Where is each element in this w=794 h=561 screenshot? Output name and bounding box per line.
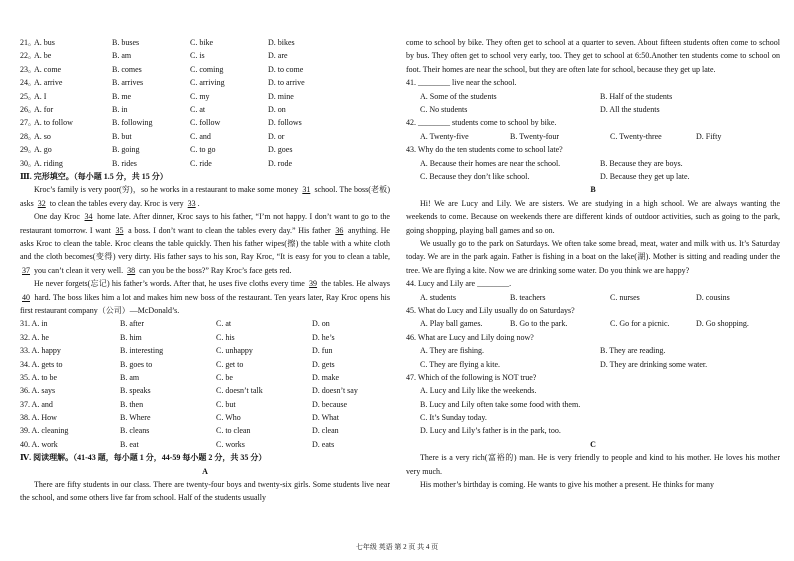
question-43: 43. Why do the ten students come to school late?	[406, 145, 563, 155]
option: B. but	[112, 131, 132, 141]
option: D. rode	[268, 158, 292, 168]
option: C. is	[190, 51, 205, 61]
question-number: 29。	[20, 145, 36, 155]
option: B. buses	[112, 38, 140, 47]
question-42: 42. ________ students come to school by bike.	[406, 118, 557, 128]
question-46: 46. What are Lucy and Lily doing now?	[406, 332, 534, 342]
option: B. then	[120, 399, 144, 409]
question-number: 25。	[20, 91, 36, 101]
option: B. Half of the students	[600, 91, 673, 101]
option: D. fun	[312, 346, 333, 356]
option: B. interesting	[120, 346, 164, 356]
question-45: 45. What do Lucy and Lily usually do on Saturdays?	[406, 305, 575, 315]
question-number: 24。	[20, 78, 36, 88]
option: D. he’s	[312, 332, 335, 342]
option: A. Play ball games.	[420, 319, 483, 329]
option: D. or	[268, 131, 285, 141]
option: A. Because their homes are near the school.	[420, 158, 561, 168]
option: D. on	[312, 319, 330, 329]
option-row	[20, 331, 390, 344]
option: C. Who	[216, 413, 241, 423]
option-row	[20, 398, 390, 411]
question-41-options	[406, 103, 780, 116]
option: D. are	[268, 51, 288, 61]
right-column	[406, 36, 780, 491]
option: D. goes	[268, 145, 293, 155]
option-row	[20, 157, 390, 170]
option: C. my	[190, 91, 210, 101]
passage-a-label: A	[202, 466, 208, 476]
question-47: 47. Which of the following is NOT true?	[406, 372, 537, 382]
question-number: 23。	[20, 64, 36, 74]
option: C. Twenty-three	[610, 131, 662, 141]
option: C. get to	[216, 359, 244, 369]
option: D. cousins	[696, 292, 730, 302]
option: C. but	[216, 399, 236, 409]
option: D. gets	[312, 359, 335, 369]
option-row	[20, 76, 390, 89]
question-number: 21。	[20, 38, 36, 47]
option: C. Because they don’t like school.	[420, 171, 530, 181]
option-row	[20, 116, 390, 129]
option: D. clean	[312, 426, 339, 436]
option: A. go	[34, 145, 52, 155]
option: B. Because they are boys.	[600, 158, 683, 168]
question-number: 26。	[20, 104, 36, 114]
option: C. arriving	[190, 78, 225, 88]
option: A. Some of the students	[420, 91, 497, 101]
option: A. arrive	[34, 78, 63, 88]
option: B. arrives	[112, 78, 144, 88]
passage-b-paragraph-2: We usually go to the park on Saturdays. We often take some bread, meat, water and milk with us. It’s Saturday today. We are in the park again. Father is fishing in a boat on the lake(湖). Mother is sitting and reading under the tree. We are flying a kite. Now we are drinking some water. Do you think we are happy?	[406, 238, 780, 275]
option: A. for	[34, 104, 54, 114]
option-row	[20, 424, 390, 437]
left-column	[20, 36, 390, 505]
question-46-options	[406, 358, 780, 371]
reading-heading: Ⅳ. 阅读理解。（41-43 题，每小题 1 分，44-59 每小题 2 分，共 35 分）	[20, 453, 267, 463]
option-row	[20, 49, 390, 62]
option: A. be	[34, 51, 52, 61]
option: D. to arrive	[268, 78, 305, 88]
question-41-options	[406, 90, 780, 103]
option: C. It’s Sunday today.	[420, 413, 487, 423]
option: C. his	[216, 332, 235, 342]
question-42-options	[406, 130, 780, 143]
option: B. after	[120, 319, 144, 329]
question-44: 44. Lucy and Lily are ________.	[406, 279, 512, 289]
option: C. at	[216, 319, 232, 329]
option: D. eats	[312, 439, 335, 449]
option: B. Where	[120, 413, 151, 423]
cloze-paragraph-2: One day Kroc 34 home late. After dinner, Kroc says to his father, “I’m not happy. I don’t want to go to the restaurant tomorrow. I want 35 a boss. I don’t want to clean the tables every day.” His father 36 anything. He asks Kroc to clean the table. Kroc cleans the table quickly. Then his father wipes(擦) the table with a white cloth and the cloth becomes(变得) very dirty. His father says to his son, Ray Kroc, “It is easy for you to clean a table, 37 you can’t clean it very well. 38 can you be the boss?” Ray Kroc’s face gets red.	[20, 212, 390, 275]
question-44-options	[406, 291, 780, 304]
option: A. They are fishing.	[420, 346, 485, 356]
passage-c-label: C	[590, 439, 596, 449]
option: 32. A. he	[20, 332, 49, 342]
option: B. in	[112, 104, 128, 114]
option: B. eat	[120, 439, 139, 449]
option: D. mine	[268, 91, 294, 101]
option-row	[20, 103, 390, 116]
option: B. They are reading.	[600, 346, 666, 356]
option: D. What	[312, 413, 339, 423]
option: B. goes to	[120, 359, 153, 369]
option: D. because	[312, 399, 348, 409]
question-43-options	[406, 170, 780, 183]
option: C. and	[190, 131, 211, 141]
option: B. going	[112, 145, 140, 155]
option: 40. A. work	[20, 439, 58, 449]
option-row	[20, 411, 390, 424]
passage-c-paragraph-2: His mother’s birthday is coming. He wants to give his mother a present. He thinks for many	[420, 480, 715, 490]
option: C. No students	[420, 105, 468, 114]
page-footer: 七年级 英语 第 2 页 共 4 页	[355, 543, 439, 551]
option: C. at	[190, 104, 206, 114]
option: D. doesn’t say	[312, 386, 358, 396]
option: C. works	[216, 439, 245, 449]
option-row	[20, 438, 390, 451]
option: C. ride	[190, 158, 212, 168]
option: A. I	[34, 91, 47, 101]
option: A. come	[34, 64, 62, 74]
option: D. Fifty	[696, 131, 722, 141]
question-46-options	[406, 344, 780, 357]
option: B. rides	[112, 158, 137, 168]
option: 39. A. cleaning	[20, 426, 69, 436]
option: C. to go	[190, 145, 216, 155]
passage-b-paragraph-1: Hi! We are Lucy and Lily. We are sisters. We are studying in a high school. We are always wanting the weekends to come. Because on weekends there are different kinds of outdoor activities, such as going to the park, going shopping, playing ball games and so on.	[406, 198, 780, 235]
option: B. Twenty-four	[510, 131, 560, 141]
option: A. to follow	[34, 118, 73, 128]
option: B. comes	[112, 64, 142, 74]
option: D. All the students	[600, 105, 660, 114]
option: C. coming	[190, 64, 224, 74]
cloze-options	[20, 317, 390, 451]
passage-c-paragraph-1: There is a very rich(富裕的) man. He is very friendly to people and kind to his mother. He loves his mother very much.	[406, 453, 780, 476]
option: 33. A. happy	[20, 346, 61, 356]
option: D. follows	[268, 118, 302, 128]
option: D. make	[312, 372, 340, 382]
option: B. him	[120, 332, 142, 342]
option-row	[20, 344, 390, 357]
option: A. so	[34, 131, 51, 141]
option: B. cleans	[120, 426, 150, 436]
option: D. Lucy and Lily’s father is in the park, too.	[420, 426, 561, 436]
option: B. me	[112, 91, 132, 101]
option: D. They are drinking some water.	[600, 359, 708, 369]
option: A. riding	[34, 158, 63, 168]
option: D. Because they get up late.	[600, 171, 690, 181]
option: C. They are flying a kite.	[420, 359, 501, 369]
question-43-options	[406, 157, 780, 170]
option: B. teachers	[510, 292, 546, 302]
option: 38. A. How	[20, 413, 57, 423]
option: C. follow	[190, 118, 221, 128]
cloze-paragraph-3: He never forgets(忘记) his father’s words. After that, he uses five cloths every time 39 the tables. He always 40 hard. The boss likes him a lot and makes him new boss of the restaurant. Ten years later, Ray Kroc opens his first restaurant company（公司）—McDonald’s.	[20, 279, 390, 315]
option: C. doesn’t talk	[216, 386, 263, 396]
question-45-options	[406, 317, 780, 330]
question-41: 41. ________ live near the school.	[406, 78, 517, 88]
option-row	[20, 371, 390, 384]
option: C. be	[216, 372, 233, 382]
cloze-paragraph-1: Kroc’s family is very poor(穷)，so he works in a restaurant to make some money 31 school. The boss(老板) asks 32 to clean the tables every day. Kroc is very 33 .	[20, 185, 391, 208]
option: D. Go shopping.	[696, 319, 749, 329]
option: A. bus	[34, 38, 55, 47]
option: 36. A. says	[20, 386, 56, 396]
option-row	[20, 143, 390, 156]
option-row	[20, 63, 390, 76]
option: D. on	[268, 104, 286, 114]
option: B. Go to the park.	[510, 319, 568, 329]
question-number: 22。	[20, 51, 36, 61]
option: A. students	[420, 292, 456, 302]
option: 34. A. gets to	[20, 359, 63, 369]
option: B. am	[112, 51, 132, 61]
passage-b-label: B	[590, 185, 596, 195]
option: C. to clean	[216, 426, 251, 436]
option: C. Go for a picnic.	[610, 319, 670, 329]
option: B. Lucy and Lily often take some food with them.	[420, 399, 581, 409]
option: A. Twenty-five	[420, 131, 469, 141]
option: C. bike	[190, 38, 214, 47]
option: B. am	[120, 372, 140, 382]
option-row	[20, 90, 390, 103]
option-row	[20, 384, 390, 397]
option: 35. A. to be	[20, 372, 58, 382]
option: D. to come	[268, 64, 304, 74]
option: B. speaks	[120, 386, 151, 396]
option-row	[20, 36, 390, 49]
question-number: 30。	[20, 158, 36, 168]
option-row	[20, 317, 390, 330]
question-number: 27。	[20, 118, 36, 128]
passage-a-part-2: come to school by bike. They often get to school at a quarter to seven. About fifteen students often come to school by bus. They often get to school very early, too. They get to school at 6:50.Another ten students come to school on foot. Their homes are near the school, but they are often late for school, because they get up late.	[406, 38, 780, 74]
option: D. bikes	[268, 38, 295, 47]
option: B. following	[112, 118, 153, 128]
option: C. nurses	[610, 292, 640, 302]
option: 37. A. and	[20, 399, 53, 409]
option-row	[20, 358, 390, 371]
option: 31. A. in	[20, 319, 48, 329]
vocab-options	[20, 36, 390, 170]
passage-a-part-1: There are fifty students in our class. There are twenty-four boys and twenty-six girls. Some students live near the school, and some others live far from school. Half of the students usually	[20, 480, 390, 503]
option: C. unhappy	[216, 346, 253, 356]
option: A. Lucy and Lily like the weekends.	[420, 386, 537, 396]
question-number: 28。	[20, 131, 36, 141]
cloze-heading: Ⅲ. 完形填空。（每小题 1.5 分，共 15 分）	[20, 171, 168, 181]
option-row	[20, 130, 390, 143]
